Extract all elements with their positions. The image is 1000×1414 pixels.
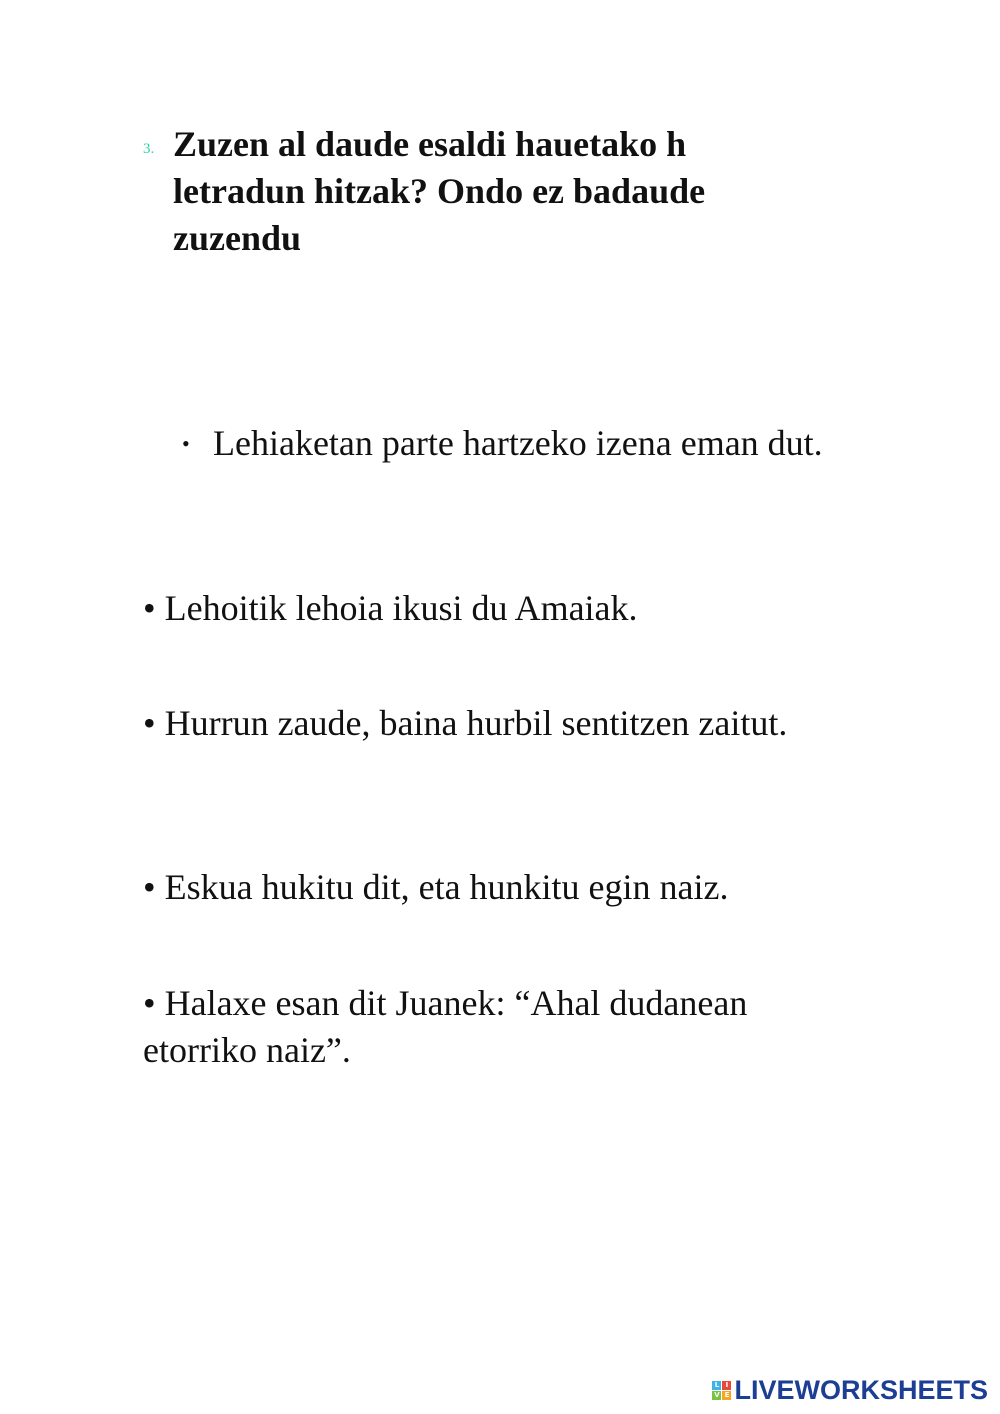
- sentence-item-4: • Eskua hukitu dit, eta hunkitu egin naiz.: [143, 867, 729, 907]
- logo-mark-icon: [712, 1381, 731, 1400]
- sentence-item-2: • Lehoitik lehoia ikusi du Amaiak.: [143, 588, 638, 628]
- sentence-item-3: • Hurrun zaude, baina hurbil sentitzen zaitut.: [143, 703, 788, 743]
- logo-letter-l: L: [712, 1381, 721, 1390]
- logo-text: LIVEWORKSHEETS: [734, 1374, 988, 1405]
- question-number: 3.: [143, 141, 155, 157]
- logo-letter-v: V: [714, 1390, 720, 1399]
- sentence-item-1: Lehiaketan parte hartzeko izena eman dut.: [213, 423, 823, 463]
- logo-letter-e: E: [722, 1391, 731, 1400]
- logo-letter-i: I: [722, 1381, 731, 1390]
- sentence-item-5: • Halaxe esan dit Juanek: “Ahal dudanean etorriko naiz”.: [143, 983, 748, 1070]
- question-title: Zuzen al daude esaldi hauetako h letradun hitzak? Ondo ez badaude zuzendu: [173, 124, 706, 258]
- liveworksheets-logo: [712, 1372, 988, 1408]
- list-bullet: •: [182, 431, 190, 456]
